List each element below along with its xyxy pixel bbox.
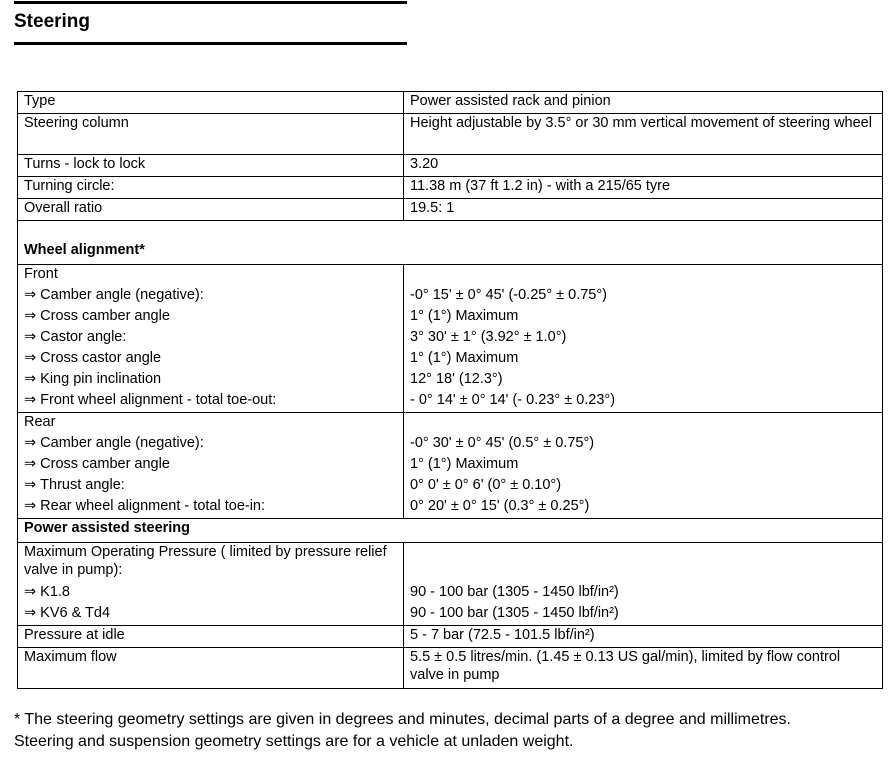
table-row: [18, 476, 883, 497]
spec-label: Overall ratio: [18, 199, 404, 221]
spec-label: Steering column: [18, 114, 404, 155]
spec-label: Cross camber angle: [40, 456, 170, 472]
table-row: [18, 265, 883, 287]
spec-value: 0° 20' ± 0° 15' (0.3° ± 0.25°): [404, 497, 883, 519]
table-heading-row: [18, 519, 883, 543]
arrow-icon: ⇒: [24, 605, 37, 621]
spec-value: 1° (1°) Maximum: [404, 349, 883, 370]
footnote-line: Steering and suspension geometry settings are for a vehicle at unladen weight.: [14, 733, 574, 750]
footnote-line: * The steering geometry settings are given in degrees and minutes, decimal parts of a degree and millimetres.: [14, 711, 791, 728]
spec-value: 90 - 100 bar (1305 - 1450 lbf/in²): [404, 604, 883, 626]
table-row: [18, 583, 883, 604]
arrow-icon: ⇒: [24, 498, 37, 514]
spec-value: -0° 15' ± 0° 45' (-0.25° ± 0.75°): [404, 286, 883, 307]
arrow-icon: ⇒: [24, 392, 37, 408]
spec-value: 3° 30' ± 1° (3.92° ± 1.0°): [404, 328, 883, 349]
spec-value: 1° (1°) Maximum: [404, 307, 883, 328]
spec-label: Camber angle (negative):: [40, 435, 204, 451]
front-group-label: Front: [18, 265, 404, 287]
table-row: [18, 177, 883, 199]
table-row: [18, 497, 883, 519]
spec-value: 5 - 7 bar (72.5 - 101.5 lbf/in²): [404, 626, 883, 648]
power-steering-heading: Power assisted steering: [18, 519, 883, 543]
table-row: [18, 413, 883, 435]
title-rule-top: [14, 1, 407, 4]
spec-value: 11.38 m (37 ft 1.2 in) - with a 215/65 tyre: [404, 177, 883, 199]
table-row: [18, 604, 883, 626]
spec-label: K1.8: [40, 584, 70, 600]
table-row: [18, 370, 883, 391]
rear-group-label: Rear: [18, 413, 404, 435]
spec-value: 19.5: 1: [404, 199, 883, 221]
spec-label: Maximum flow: [18, 648, 404, 689]
spec-value: Height adjustable by 3.5° or 30 mm vertical movement of steering wheel: [404, 114, 883, 155]
arrow-icon: ⇒: [24, 456, 37, 472]
arrow-icon: ⇒: [24, 287, 37, 303]
table-row: [18, 199, 883, 221]
spec-label: Camber angle (negative):: [40, 287, 204, 303]
spec-label: Turns - lock to lock: [18, 155, 404, 177]
spec-value: - 0° 14' ± 0° 14' (- 0.23° ± 0.23°): [404, 391, 883, 413]
table-row: [18, 543, 883, 584]
spec-value: 5.5 ± 0.5 litres/min. (1.45 ± 0.13 US gal/min), limited by flow control valve in pump: [404, 648, 883, 689]
table-row: [18, 114, 883, 155]
table-row: [18, 286, 883, 307]
table-row: [18, 155, 883, 177]
spec-value: 0° 0' ± 0° 6' (0° ± 0.10°): [404, 476, 883, 497]
footnote: [14, 709, 884, 753]
table-row: [18, 92, 883, 114]
arrow-icon: ⇒: [24, 371, 37, 387]
spec-label: Cross camber angle: [40, 308, 170, 324]
spec-label: Turning circle:: [18, 177, 404, 199]
arrow-icon: ⇒: [24, 477, 37, 493]
table-row: [18, 434, 883, 455]
spec-label: KV6 & Td4: [40, 605, 111, 621]
spec-label: Maximum Operating Pressure ( limited by pressure relief valve in pump):: [18, 543, 404, 584]
spec-label: Cross castor angle: [40, 350, 162, 366]
arrow-icon: ⇒: [24, 350, 37, 366]
arrow-icon: ⇒: [24, 308, 37, 324]
table-row: [18, 391, 883, 413]
title-rule-bottom: [14, 42, 407, 45]
spec-label: Castor angle:: [40, 329, 127, 345]
spec-label: Thrust angle:: [40, 477, 125, 493]
steering-spec-table: [17, 91, 883, 689]
table-row: [18, 455, 883, 476]
spec-label: Type: [18, 92, 404, 114]
table-row: [18, 626, 883, 648]
spec-value: Power assisted rack and pinion: [404, 92, 883, 114]
table-spacer-row: [18, 221, 883, 242]
spec-label: King pin inclination: [40, 371, 162, 387]
table-heading-row: [18, 241, 883, 265]
spec-value: 1° (1°) Maximum: [404, 455, 883, 476]
arrow-icon: ⇒: [24, 584, 37, 600]
spec-value: -0° 30' ± 0° 45' (0.5° ± 0.75°): [404, 434, 883, 455]
table-row: [18, 328, 883, 349]
spec-label: Front wheel alignment - total toe-out:: [40, 392, 277, 408]
page-title: Steering: [14, 11, 91, 32]
spec-value: 3.20: [404, 155, 883, 177]
wheel-alignment-heading: Wheel alignment*: [18, 241, 883, 265]
arrow-icon: ⇒: [24, 435, 37, 451]
table-row: [18, 349, 883, 370]
arrow-icon: ⇒: [24, 329, 37, 345]
table-row: [18, 648, 883, 689]
spec-label: Pressure at idle: [18, 626, 404, 648]
spec-value: 12° 18' (12.3°): [404, 370, 883, 391]
spec-label: Rear wheel alignment - total toe-in:: [40, 498, 266, 514]
table-row: [18, 307, 883, 328]
spec-value: 90 - 100 bar (1305 - 1450 lbf/in²): [404, 583, 883, 604]
